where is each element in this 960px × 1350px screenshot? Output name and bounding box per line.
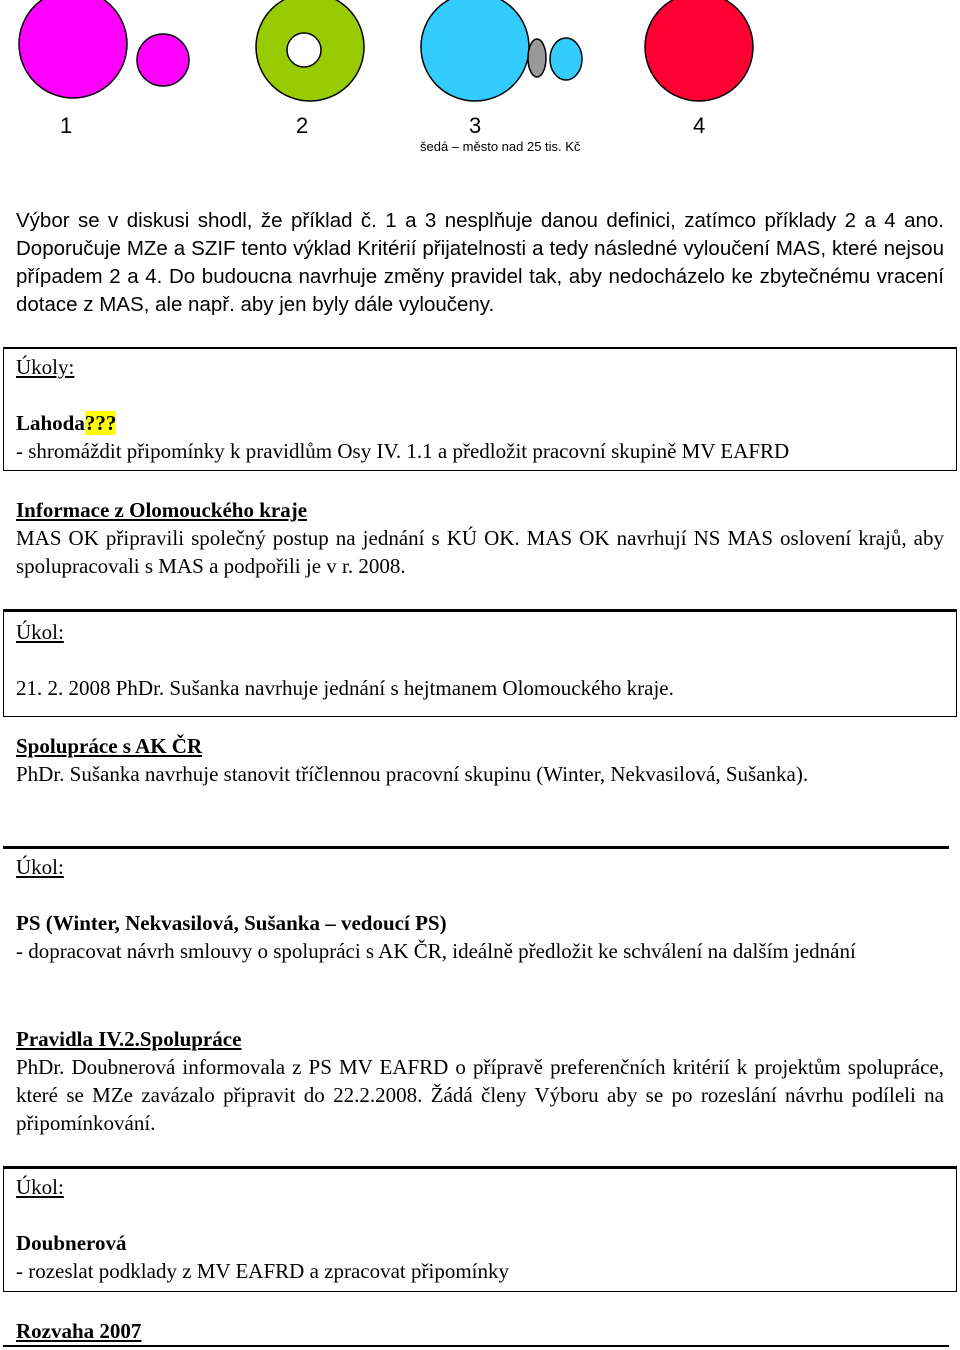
figure-label-1: 1 [60, 113, 73, 138]
task1-heading-text: Úkoly: [16, 355, 75, 379]
budget-heading: Rozvaha 2007 [16, 1319, 142, 1343]
task1-person: Lahoda [16, 411, 85, 435]
task2-text: 21. 2. 2008 PhDr. Sušanka navrhuje jednání s hejtmanem Olomouckého kraje. [16, 676, 674, 700]
rules-heading: Pravidla IV.2.Spolupráce [16, 1027, 242, 1051]
task3-group: PS (Winter, Nekvasilová, Sušanka – vedoucí PS) [16, 911, 447, 935]
task3-heading [16, 853, 944, 881]
figure-label-2: 2 [296, 113, 309, 138]
example-2-inner-circle [287, 33, 321, 67]
akcr-heading: Spolupráce s AK ČR [16, 734, 203, 758]
budget-bottom-line [3, 1345, 949, 1347]
task4-person: Doubnerová [16, 1231, 127, 1255]
task4-heading [16, 1173, 944, 1201]
example-1-small-circle [137, 34, 189, 86]
task1-heading [16, 353, 944, 381]
example-4-circle [645, 0, 753, 101]
task1-person-line [16, 409, 944, 437]
task3-text: - dopracovat návrh smlouvy o spolupráci s AK ČR, ideálně předložit ke schválení na dalším jednání [16, 939, 856, 963]
task-box-3-top-line [3, 846, 949, 849]
example-1-circle [19, 0, 127, 98]
olomouc-heading: Informace z Olomouckého kraje [16, 498, 308, 522]
example-3-circle [421, 0, 529, 101]
task4-text: - rozeslat podklady z MV EAFRD a zpracovat připomínky [16, 1259, 509, 1283]
akcr-text: PhDr. Sušanka navrhuje stanovit tříčlennou pracovní skupinu (Winter, Nekvasilová, Sušanka). [16, 762, 809, 786]
task4-heading-text: Úkol: [16, 1175, 64, 1199]
example-3-gray-ellipse [528, 39, 546, 77]
intro-paragraph: Výbor se v diskusi shodl, že příklad č. 1 a 3 nesplňuje danou definici, zatímco příklady 2 a 4 ano. Doporučuje MZe a SZIF tento výklad Kritérií přijatelnosti a tedy následné vyloučení MAS, které nejsou případem 2 a 4. Do budoucna navrhuje změny pravidel tak, aby nedocházelo ke zbytečnému vracení dotace z MAS, ale např. aby jen byly dále vyloučeny. [16, 209, 944, 316]
task1-text: - shromáždit připomínky k pravidlům Osy IV. 1.1 a předložit pracovní skupině MV EAFRD [16, 439, 790, 463]
figure-label-4: 4 [693, 113, 706, 138]
figure-label-3: 3 [469, 113, 482, 138]
example-3-small-circle [550, 38, 582, 80]
example-figure [0, 0, 960, 160]
rules-text: PhDr. Doubnerová informovala z PS MV EAFRD o přípravě preferenčních kritérií k projektům spolupráce, které se MZe zavázalo připravit do 22.2.2008. Žádá členy Výboru aby se po rozeslání návrhu podíleli na připomínkování. [16, 1055, 944, 1135]
figure-note: šedá – město nad 25 tis. Kč [420, 139, 581, 154]
task1-marks: ??? [84, 411, 117, 435]
task2-heading-text: Úkol: [16, 620, 64, 644]
task2-heading [16, 618, 944, 646]
olomouc-text: MAS OK připravili společný postup na jednání s KÚ OK. MAS OK navrhují NS MAS oslovení krajů, aby spolupracovali s MAS a podpořili je v r. 2008. [16, 526, 944, 578]
task3-heading-text: Úkol: [16, 855, 64, 879]
